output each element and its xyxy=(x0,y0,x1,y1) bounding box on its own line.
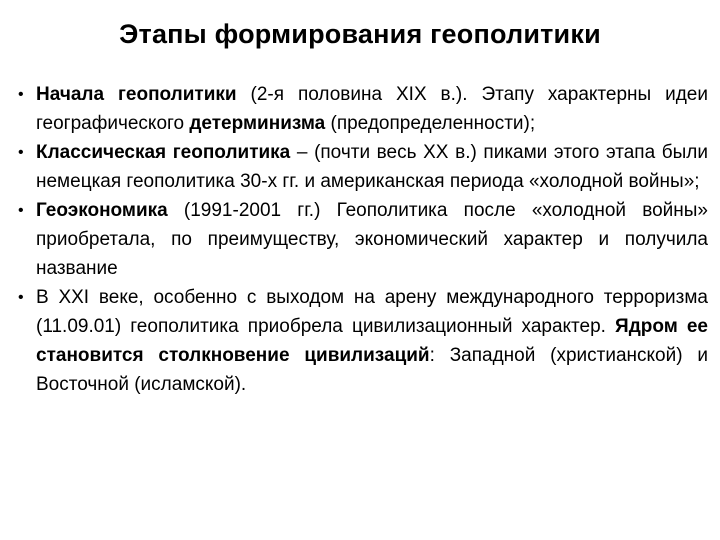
bullet-text: В XXI веке, особенно с выходом на арену международного терроризма (11.09.01) геополитика приобрела цивилизационный характер. xyxy=(36,287,708,337)
list-item xyxy=(18,283,708,399)
bullet-text-bold: Начала геополитики xyxy=(36,84,237,105)
bullet-text: : Западной (христианской) и Восточной (исламской). xyxy=(36,345,708,395)
bullet-icon: • xyxy=(18,144,24,161)
bullet-list xyxy=(18,80,708,399)
bullet-text-bold: Ядром ее становится столкновение цивилизаций xyxy=(36,316,708,366)
bullet-text: (2-я половина XIX в.). Этапу характерны идеи географического xyxy=(36,84,708,134)
list-item xyxy=(18,196,708,283)
bullet-text-bold: детерминизма xyxy=(189,113,326,134)
bullet-icon: • xyxy=(18,86,24,103)
bullet-text-bold: Классическая геополитика xyxy=(36,142,291,163)
bullet-icon: • xyxy=(18,202,24,219)
bullet-text: (1991-2001 гг.) Геополитика после «холодной войны» приобретала, по преимуществу, экономический характер и получила название xyxy=(36,200,708,279)
list-item xyxy=(18,138,708,196)
page-title: Этапы формирования геополитики xyxy=(119,19,601,49)
bullet-text: (предопределенности); xyxy=(325,113,536,134)
bullet-icon: • xyxy=(18,289,24,306)
list-item xyxy=(18,80,708,138)
bullet-text: – (почти весь XX в.) пиками этого этапа были немецкая геополитика 30-х гг. и американская периода «холодной войны»; xyxy=(36,142,708,192)
bullet-text-bold: Геоэкономика xyxy=(36,200,168,221)
